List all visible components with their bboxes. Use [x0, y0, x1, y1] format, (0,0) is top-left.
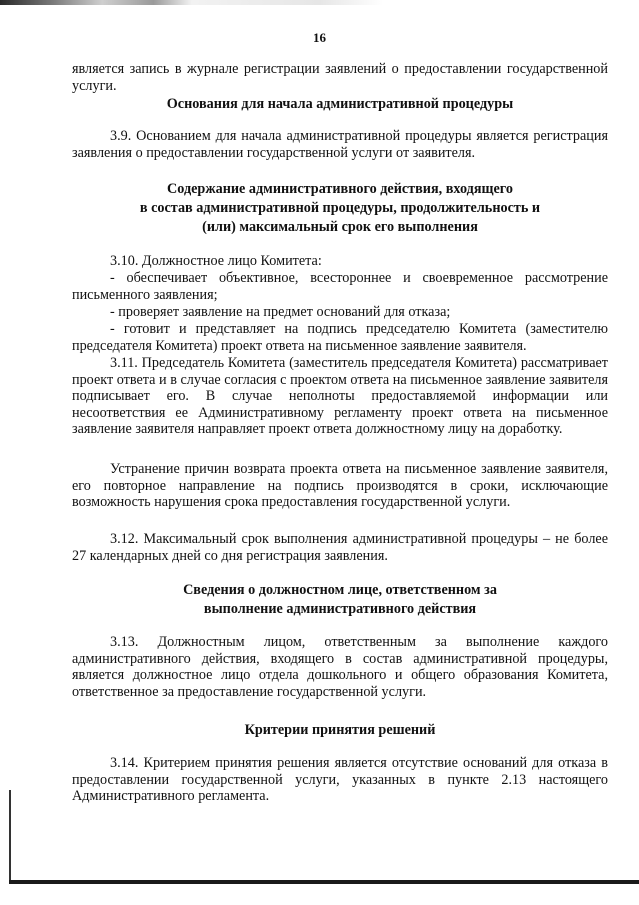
- heading-responsible-official-line-2: выполнение административного действия: [203, 601, 477, 617]
- heading-action-content-line-3: (или) максимальный срок его выполнения: [202, 219, 478, 235]
- paragraph-3-10-item-b: - проверяет заявление на предмет оснований для отказа;: [110, 304, 451, 320]
- heading-action-content: [72, 180, 608, 237]
- heading-procedure-basis: Основания для начала административной процедуры: [166, 96, 514, 112]
- heading-action-content-line-1: Содержание административного действия, входящего: [167, 181, 513, 197]
- paragraph-3-14: 3.14. Критерием принятия решения является отсутствие оснований для отказа в предоставлении государственной услуги, указанных в пункте 2.13 настоящего Административного регламента.: [72, 755, 608, 805]
- paragraph-3-12: 3.12. Максимальный срок выполнения административной процедуры – не более 27 календарных дней со дня регистрация заявления.: [72, 531, 608, 564]
- heading-responsible-official: [72, 581, 608, 619]
- scan-edge-bottom: [9, 880, 639, 884]
- paragraph-3-13: 3.13. Должностным лицом, ответственным за выполнение каждого административного действия, входящего в состав административной процедуры, является должностное лицо отдела дошкольного и общего образования Комитета, ответственное за предоставление государственной услуги.: [72, 634, 608, 700]
- page-number: 16: [313, 30, 326, 45]
- paragraph-3-9: 3.9. Основанием для начала административной процедуры является регистрация заявления о предоставлении государственной услуги от заявителя.: [72, 128, 608, 161]
- scan-edge-top: [0, 0, 639, 5]
- scan-edge-left: [9, 790, 11, 882]
- paragraph-intro: является запись в журнале регистрации заявлений о предоставлении государственной услуги.: [72, 61, 608, 94]
- heading-decision-criteria: Критерии принятия решений: [244, 722, 436, 738]
- paragraph-3-10-item-c: - готовит и представляет на подпись председателю Комитета (заместителю председателя Комитета) проект ответа на письменное заявление заявителя.: [72, 321, 608, 354]
- paragraph-3-10-item-a: - обеспечивает объективное, всестороннее и своевременное рассмотрение письменного заявления;: [72, 270, 608, 303]
- heading-action-content-line-2: в состав административной процедуры, продолжительность и: [139, 200, 541, 216]
- paragraph-3-11: 3.11. Председатель Комитета (заместитель председателя Комитета) рассматривает проект ответа и в случае согласия с проектом ответа на письменное заявление заявителя подписывает его. В случае неполноты предоставляемой информации или несоответствия ее Административному регламенту проект ответа на письменное заявление заявителя направляет проект ответа должностному лицу на доработку.: [72, 355, 608, 438]
- heading-responsible-official-line-1: Сведения о должностном лице, ответственном за: [183, 582, 497, 598]
- paragraph-3-10: 3.10. Должностное лицо Комитета:: [110, 253, 322, 269]
- paragraph-elimination: Устранение причин возврата проекта ответа на письменное заявление заявителя, его повторное направление на подпись производятся в сроки, исключающие возможность нарушения срока предоставления государственной услуги.: [72, 461, 608, 511]
